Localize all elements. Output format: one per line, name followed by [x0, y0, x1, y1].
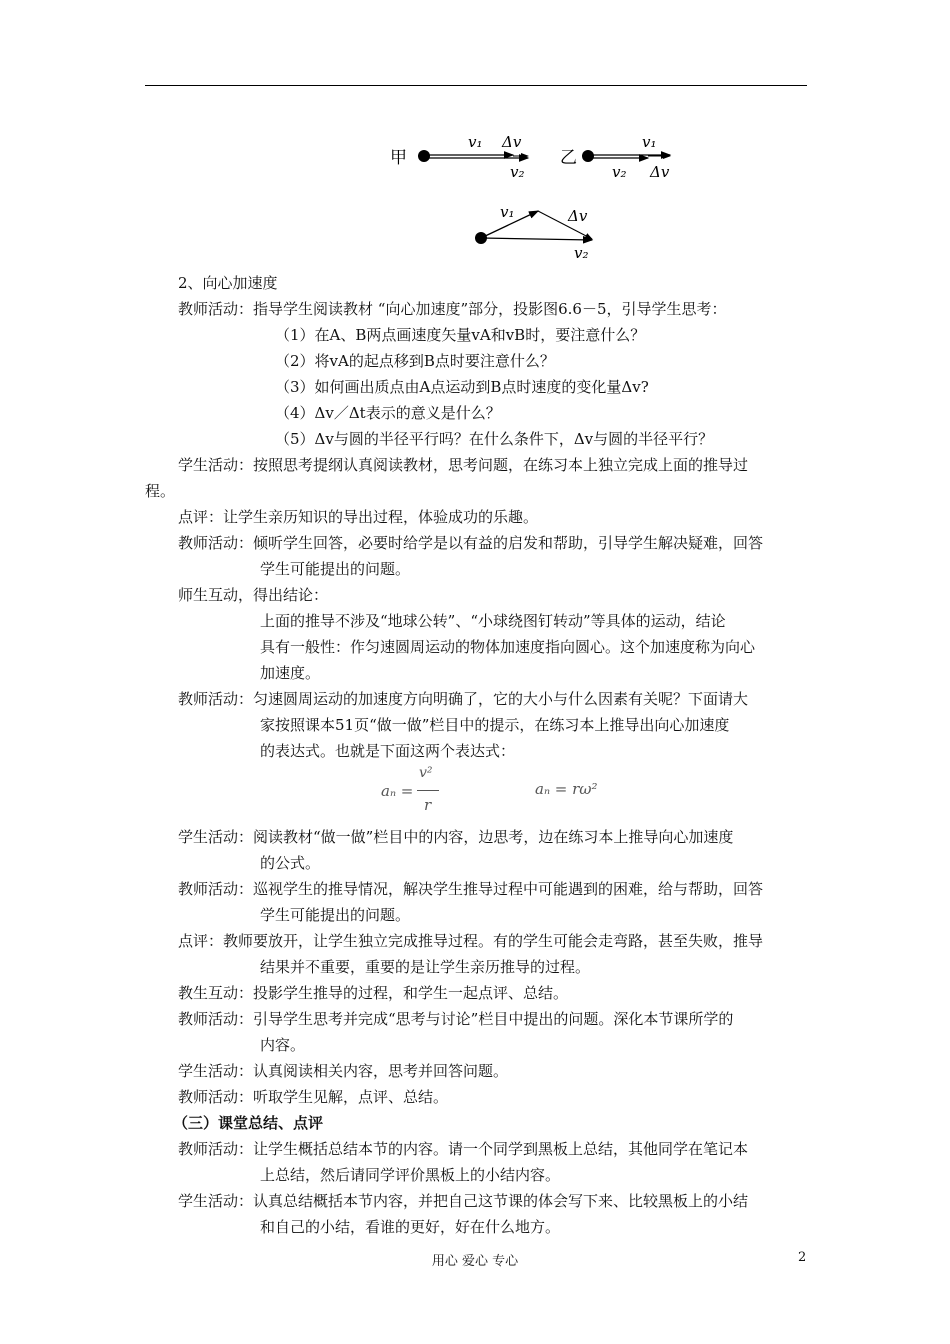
student-activity-2-cont: 的公式。: [260, 854, 321, 872]
teacher-activity-6: [145, 1084, 810, 1110]
comment-1: [145, 504, 810, 530]
activity-label: 学生活动：: [178, 828, 254, 846]
activity-text: 引导学生思考并完成“思考与讨论”栏目中提出的问题。深化本节课所学的: [253, 1010, 734, 1028]
label-v1-yi: v₁: [642, 133, 657, 151]
teacher-activity-7-cont: 上总结，然后请同学评价黑板上的小结内容。: [260, 1166, 561, 1184]
interaction-2: [145, 980, 810, 1006]
question-1: （1）在A、B两点画速度矢量vA和vB时，要注意什么？: [275, 326, 646, 344]
interaction-1-line-1: 上面的推导不涉及“地球公转”、“小球绕图钉转动”等具体的运动，结论: [260, 612, 726, 630]
activity-text: 巡视学生的推导情况，解决学生推导过程中可能遇到的困难，给与帮助，回答: [253, 880, 764, 898]
student-activity-1: [145, 452, 810, 478]
activity-label: 教师活动：: [178, 1088, 254, 1106]
label-jia: 甲: [390, 148, 407, 168]
teacher-activity-3-cont-1: 家按照课本51页“做一做”栏目中的提示，在练习本上推导出向心加速度: [260, 716, 730, 734]
footer-motto: 用心 爱心 专心: [431, 1254, 519, 1269]
teacher-activity-7: [145, 1136, 810, 1162]
question-5: （5）Δv与圆的半径平行吗？在什么条件下，Δv与圆的半径平行？: [275, 430, 714, 448]
activity-label: 教师活动：: [178, 534, 254, 552]
point-yi: [582, 150, 594, 162]
activity-label: 教师活动：: [178, 1140, 254, 1158]
question-2: （2）将vA的起点移到B点时要注意什么？: [275, 352, 555, 370]
activity-label: 学生活动：: [178, 1192, 254, 1210]
velocity-diagram: [380, 125, 700, 265]
activity-label: 教师活动：: [178, 690, 254, 708]
activity-text: 倾听学生回答，必要时给学是以有益的启发和帮助，引导学生解决疑难，回答: [253, 534, 764, 552]
interaction-1-line-3: 加速度。: [260, 664, 321, 682]
label-v2-jia: v₂: [510, 163, 525, 181]
page-body: [145, 270, 810, 1240]
label-dv-triangle: Δv: [568, 207, 588, 225]
teacher-activity-1: [145, 296, 810, 322]
activity-text: 指导学生阅读教材 “向心加速度”部分，投影图6.6－5，引导学生思考：: [253, 300, 727, 318]
activity-text: 让学生概括总结本节的内容。请一个同学到黑板上总结，其他同学在笔记本: [253, 1140, 749, 1158]
teacher-activity-2: [145, 530, 810, 556]
teacher-activity-4: [145, 876, 810, 902]
activity-label: 教师活动：: [178, 300, 254, 318]
activity-text: 认真阅读相关内容，思考并回答问题。: [253, 1062, 509, 1080]
page-number: 2: [798, 1250, 807, 1265]
formula-1-fraction-bar: [417, 790, 439, 791]
velocity-diagram-svg: [380, 125, 700, 265]
student-activity-3: [145, 1058, 810, 1084]
label-dv-jia: Δv: [502, 133, 522, 151]
formula-block: [145, 764, 810, 824]
activity-text: 按照思考提纲认真阅读教材，思考问题，在练习本上独立完成上面的推导过: [253, 456, 749, 474]
activity-label: 教师活动：: [178, 880, 254, 898]
formula-1-numerator: v²: [419, 765, 433, 781]
label-v1-triangle: v₁: [500, 203, 515, 221]
activity-label: 教师活动：: [178, 1010, 254, 1028]
activity-text: 认真总结概括本节内容，并把自己这节课的体会写下来、比较黑板上的小结: [253, 1192, 749, 1210]
comment-2-cont: 结果并不重要，重要的是让学生亲历推导的过程。: [260, 958, 591, 976]
header-rule: [145, 85, 807, 86]
interaction-1-label: 师生互动，得出结论：: [178, 586, 329, 604]
point-jia: [418, 150, 430, 162]
activity-text: 投影学生推导的过程，和学生一起点评、总结。: [253, 984, 569, 1002]
formula-1-left: aₙ =: [381, 782, 414, 800]
activity-label: 学生活动：: [178, 456, 254, 474]
label-v1-jia: v₁: [468, 133, 483, 151]
teacher-activity-2-cont: 学生可能提出的问题。: [260, 560, 411, 578]
student-activity-4-cont: 和自己的小结，看谁的更好，好在什么地方。: [260, 1218, 561, 1236]
teacher-activity-3-cont-2: 的表达式。也就是下面这两个表达式：: [260, 742, 516, 760]
teacher-activity-3: [145, 686, 810, 712]
comment-text: 让学生亲历知识的导出过程，体验成功的乐趣。: [223, 508, 539, 526]
question-4: （4）Δv／Δt表示的意义是什么？: [275, 404, 501, 422]
label-v2-yi: v₂: [612, 163, 627, 181]
comment-text: 教师要放开，让学生独立完成推导过程。有的学生可能会走弯路，甚至失败，推导: [223, 932, 764, 950]
formula-1-denominator: r: [424, 796, 432, 814]
label-yi: 乙: [560, 148, 577, 168]
label-dv-yi: Δv: [650, 163, 670, 181]
vector-v2-triangle: [481, 238, 592, 240]
teacher-activity-5: [145, 1006, 810, 1032]
formula-2: aₙ = rω²: [535, 780, 598, 798]
student-activity-4: [145, 1188, 810, 1214]
section-title: 2、向心加速度: [178, 274, 278, 292]
comment-label: 点评：: [178, 508, 224, 526]
label-v2-triangle: v₂: [574, 244, 589, 262]
comment-label: 点评：: [178, 932, 224, 950]
activity-text: 阅读教材“做一做”栏目中的内容，边思考，边在练习本上推导向心加速度: [253, 828, 734, 846]
section-3-title: （三）课堂总结、点评: [173, 1114, 324, 1132]
activity-text: 匀速圆周运动的加速度方向明确了，它的大小与什么因素有关呢？下面请大: [253, 690, 749, 708]
interaction-1-line-2: 具有一般性：作匀速圆周运动的物体加速度指向圆心。这个加速度称为向心: [260, 638, 756, 656]
comment-2: [145, 928, 810, 954]
activity-label: 学生活动：: [178, 1062, 254, 1080]
teacher-activity-5-cont: 内容。: [260, 1036, 306, 1054]
student-activity-1-cont: 程。: [145, 482, 176, 500]
activity-label: 教生互动：: [178, 984, 254, 1002]
student-activity-2: [145, 824, 810, 850]
teacher-activity-4-cont: 学生可能提出的问题。: [260, 906, 411, 924]
activity-text: 听取学生见解，点评、总结。: [253, 1088, 449, 1106]
question-3: （3）如何画出质点由A点运动到B点时速度的变化量Δv?: [275, 378, 649, 396]
